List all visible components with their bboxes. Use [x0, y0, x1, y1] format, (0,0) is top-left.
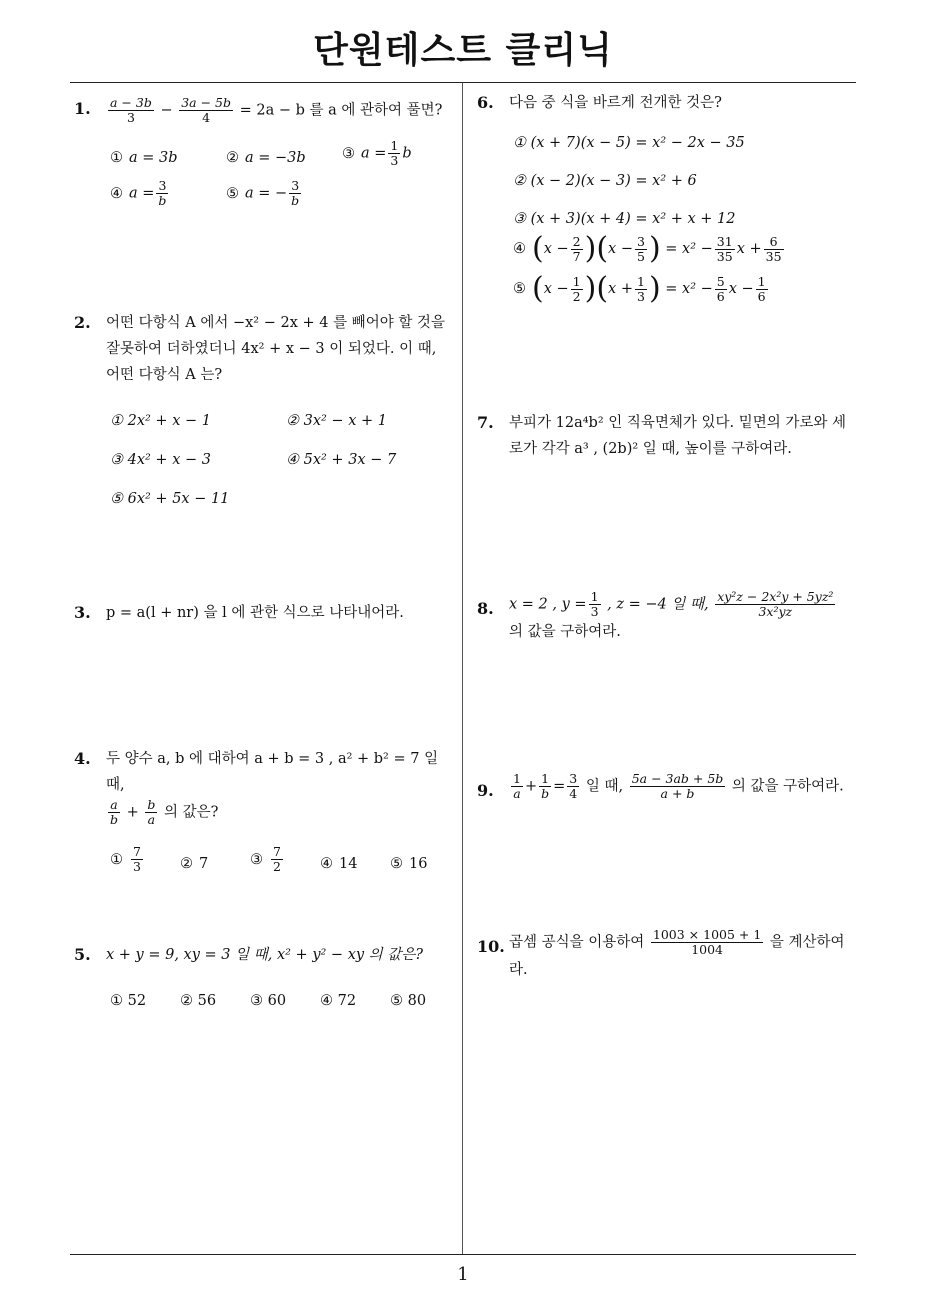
page-number: 1 [457, 1264, 469, 1285]
question-number: 9. [477, 781, 494, 800]
choice-4[interactable]: ④ 14 [320, 856, 358, 872]
question-5 [74, 942, 458, 1018]
question-7 [477, 410, 861, 462]
question-number: 3. [74, 603, 91, 622]
choice-1[interactable]: ① a = 3b [110, 150, 178, 166]
page-title: 단원테스트 클리닉 [313, 30, 613, 71]
choice-2[interactable]: ② 3x² − x + 1 [286, 413, 387, 429]
choice-4[interactable]: ④ (x − $\frac{2}{7}$ )(x − $\frac{3}{5}$ ) = x² − $\frac{31}{35}$ x + $\frac{6}{35}$ [513, 231, 782, 266]
choice-5[interactable]: ⑤ 80 [390, 993, 427, 1009]
choice-4[interactable]: ④ 72 [320, 993, 357, 1009]
question-text: 어떤 다항식 A 에서 −x² − 2x + 4 를 빼어야 할 것을 [106, 315, 445, 331]
column-divider [462, 83, 463, 1255]
choice-1[interactable]: ① 2x² + x − 1 [110, 413, 211, 429]
question-6 [477, 90, 861, 330]
question-text: 의 값은? [164, 804, 219, 821]
choice-2[interactable]: ② 56 [180, 993, 217, 1009]
question-text: 로가 각각 a³ , (2b)² 일 때, 높이를 구하여라. [509, 441, 792, 457]
choice-2[interactable]: ② 7 [180, 856, 209, 872]
choice-5[interactable]: ⑤ (x − $\frac{1}{2}$ )(x + $\frac{1}{3}$ ) = x² − $\frac{5}{6}$ x − $\frac{1}{6}$ [513, 271, 766, 306]
question-text: 다음 중 식을 바르게 전개한 것은? [509, 95, 722, 111]
choice-3[interactable]: ③ (x + 3)(x + 4) = x² + x + 12 [513, 211, 736, 227]
question-9: 9. $\frac{1}{a}$ + $\frac{1}{b}$ = $\frac{3}{4}$ 일 때, $\frac{5a - 3ab + 5b}{a + b}$ 의 값을 구하여라. [477, 772, 861, 801]
choice-1[interactable]: ① (x + 7)(x − 5) = x² − 2x − 35 [513, 135, 745, 151]
question-4: 4. 두 양수 a, b 에 대하여 a + b = 3 , a² + b² = 7 일 때, $\frac{a}{b}$ + $\frac{b}{a}$ 의 값은? ① $\frac{7}{3}$ ② 7 ③ $\frac{7}{2}$ ④ 14 ⑤ 16 [74, 746, 458, 905]
question-text: = 2a − b 를 a 에 관하여 풀면? [239, 102, 443, 119]
choice-2[interactable]: ② a = −3b [226, 150, 306, 166]
question-text: 의 값을 구하여라. [509, 624, 621, 640]
question-number: 7. [477, 413, 494, 432]
question-2 [74, 310, 458, 508]
choice-4[interactable]: ④ 5x² + 3x − 7 [286, 452, 397, 468]
question-3 [74, 600, 458, 626]
question-number: 8. [477, 599, 494, 618]
fraction: $\frac{3a - 5b}{4}$ [181, 95, 231, 125]
choice-5[interactable]: ⑤ a = − $\frac{3}{b}$ [226, 178, 300, 208]
question-8: 8. x = 2 , y = $\frac{1}{3}$ , z = −4 일 때, $\frac{\text{xy²z − 2x²y + 5yz²}}{\text{3x²yz}}$ 의 값을 구하여라. [477, 590, 861, 645]
choice-3[interactable]: ③ 60 [250, 993, 287, 1009]
choice-2[interactable]: ② (x − 2)(x − 3) = x² + 6 [513, 173, 697, 189]
choice-5[interactable]: ⑤ 16 [390, 856, 428, 872]
question-text: x + y = 9, xy = 3 일 때, x² + y² − xy 의 값은? [106, 947, 424, 963]
question-number: 10. [477, 937, 505, 956]
choice-3[interactable]: ③ 4x² + x − 3 [110, 452, 211, 468]
question-1: 1. $\frac{a - 3b}{3}$ − $\frac{3a - 5b}{4}$ = 2a − b 를 a 에 관하여 풀면? ① a = 3b ② a = −3b ③ a = $\frac{1}{3}$ b ④ a = $\frac{3}{b}$ ⑤ a = − $\frac{3}{b}$ [74, 95, 443, 208]
choice-1[interactable]: ① 52 [110, 993, 147, 1009]
fraction: $\frac{a - 3b}{3}$ [110, 95, 152, 125]
question-text: 라. [509, 962, 528, 978]
question-number: 5. [74, 945, 91, 964]
footer-rule [70, 1254, 856, 1255]
choice-3[interactable]: ③ a = $\frac{1}{3}$ b [342, 138, 412, 168]
question-text: 두 양수 a, b 에 대하여 a + b = 3 , a² + b² = 7 일 때, [106, 751, 439, 793]
question-number: 1. [74, 99, 91, 118]
question-text: p = a(l + nr) 을 l 에 관한 식으로 나타내어라. [106, 605, 404, 621]
question-number: 6. [477, 93, 494, 112]
choice-1[interactable]: ① $\frac{7}{3}$ [110, 844, 141, 874]
header-rule [70, 82, 856, 83]
question-text: 부피가 12a⁴b² 인 직육면체가 있다. 밑면의 가로와 세 [509, 415, 847, 431]
question-text: 잘못하여 더하였더니 4x² + x − 3 이 되었다. 이 때, [106, 341, 437, 357]
question-number: 4. [74, 749, 91, 768]
choice-3[interactable]: ③ $\frac{7}{2}$ [250, 844, 281, 874]
choice-5[interactable]: ⑤ 6x² + 5x − 11 [110, 491, 230, 507]
question-number: 2. [74, 313, 91, 332]
question-text: 어떤 다항식 A 는? [106, 367, 223, 383]
question-10: 10. 곱셈 공식을 이용하여 $\frac{1003 \times 1005 + 1}{1004}$ 을 계산하여 라. [477, 928, 861, 983]
choice-4[interactable]: ④ a = $\frac{3}{b}$ [110, 178, 167, 208]
